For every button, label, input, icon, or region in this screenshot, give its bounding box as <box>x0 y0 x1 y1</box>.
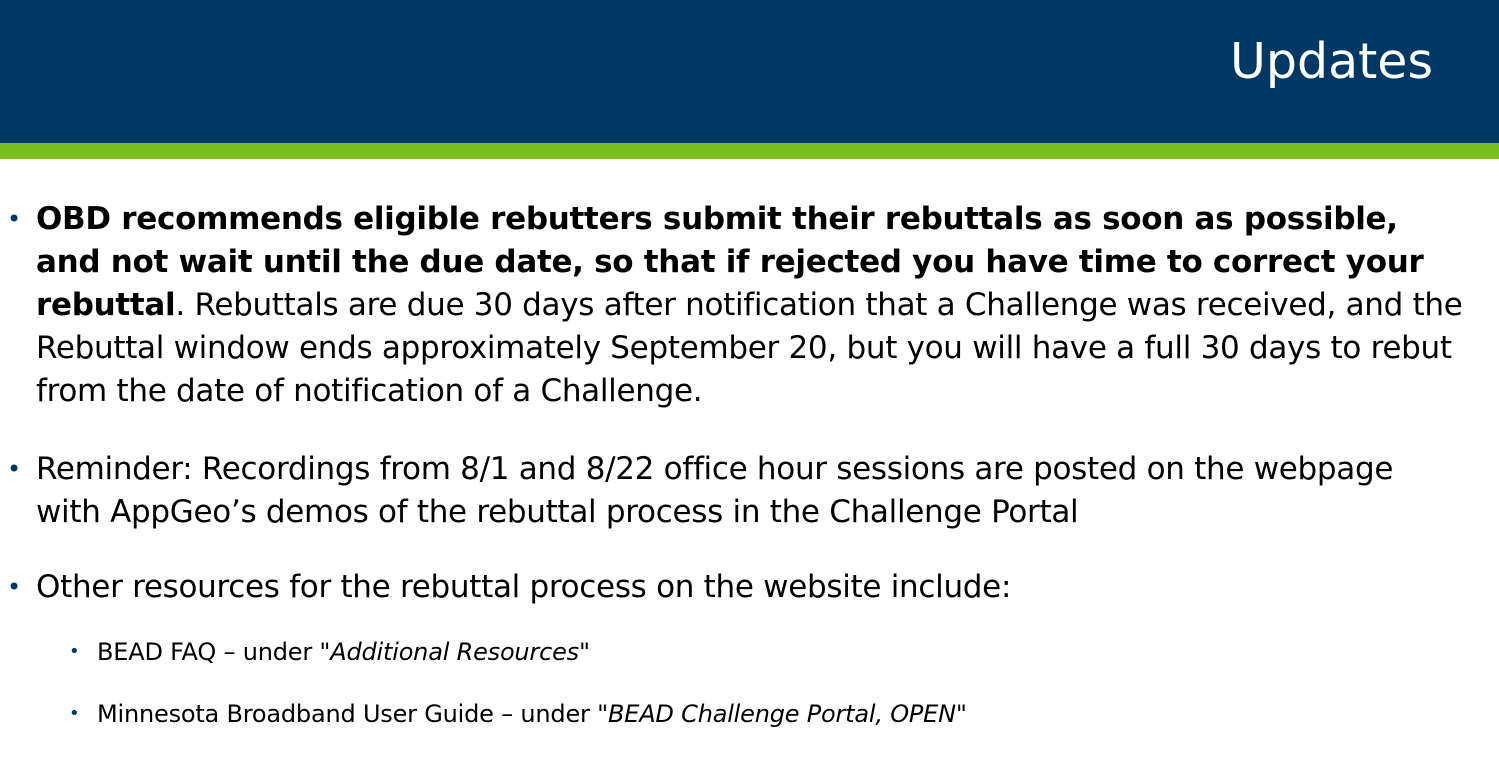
sub-bullet-user-guide <box>97 698 967 730</box>
bullet-text: . Rebuttals are due 30 days after notification that a Challenge was received, and the Rebuttal window ends approximately September 20, but you will have a full 30 days to rebut from the date of notification of a Challenge. <box>36 287 1463 409</box>
sub-bullet-text: Minnesota Broadband User Guide – under <box>97 700 598 728</box>
bullet-rebuttal-recommendation <box>36 198 1466 413</box>
accent-bar <box>0 143 1499 159</box>
sub-bullet-italic: "BEAD Challenge Portal, OPEN" <box>597 700 967 728</box>
slide-header <box>0 0 1499 143</box>
bullet-text: Reminder: Recordings from 8/1 and 8/22 office hour sessions are posted on the webpage with AppGeo’s demos of the rebuttal process in the Challenge Portal <box>36 451 1394 530</box>
sub-bullet-bead-faq <box>97 636 590 668</box>
slide-title: Updates <box>1230 33 1433 90</box>
bullet-bold-text: OBD recommends eligible rebutters submit their rebuttals as soon as possible, and not wait until the due date, so that if rejected you have time to correct your rebuttal <box>36 201 1424 323</box>
sub-bullet-italic: Additional Resources <box>330 638 579 666</box>
bullet-text: Other resources for the rebuttal process on the website include: <box>36 569 1012 605</box>
bullet-other-resources <box>36 566 1466 609</box>
sub-bullet-text: BEAD FAQ – under " <box>97 638 331 666</box>
bullet-recordings-reminder <box>36 448 1466 534</box>
sub-bullet-suffix: " <box>578 638 590 666</box>
